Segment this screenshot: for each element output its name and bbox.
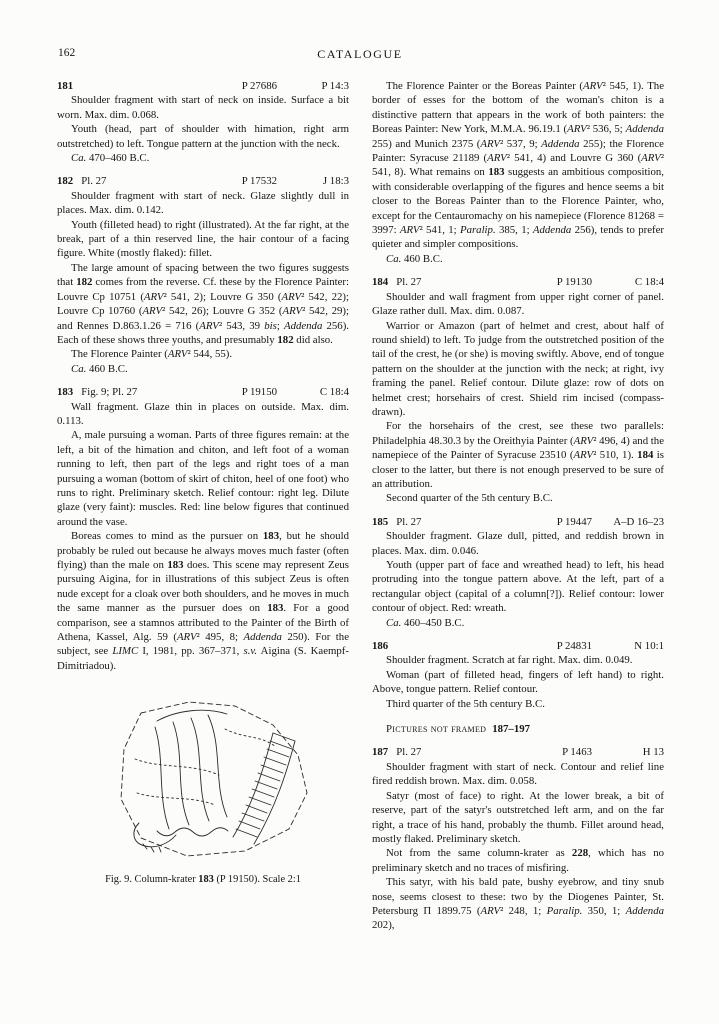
entry-paragraph: Ca. 460 B.C.: [386, 252, 443, 265]
left-column: [57, 79, 349, 886]
entry-paragraph: Ca. 470–460 B.C.: [71, 152, 150, 165]
entry-deposit-ref: H 13: [642, 746, 664, 759]
entry-paragraph: Ca. 460–450 B.C.: [386, 616, 465, 629]
entry-paragraph: Boreas comes to mind as the pursuer on 183, but he should probably be ruled out because he always moves much faster (often flying) than the male on 183 does. This scene may represent Zeus pursuing Aigina, for in illustrations of this subject Zeus is often nude except for a cloak over both shoulders, and he moves in much the same manner as the pursuer does on 183. For a good comparison, see a stamnos attributed to the Painter of the Birth of Athena, Kassel, Alg. 59 (ARV² 495, 8; Addenda 250). For the subject, see LIMC I, 1981, pp. 367–371, s.v. Aigina (S. Kaempf-Dimitriadou).: [57, 530, 349, 672]
right-column-entries: [372, 79, 664, 933]
left-column-entries: [57, 79, 349, 673]
entry-paragraph: Woman (part of filleted head, fingers of left hand) to right. Above, tongue pattern. Relief contour.: [372, 668, 664, 696]
entry-header: [57, 174, 349, 188]
fragment-sketch-drawing: [77, 697, 329, 861]
entry-header: [372, 275, 664, 289]
entry-paragraph: Ca. 460 B.C.: [71, 362, 128, 375]
drapery-fold-lines: [155, 715, 227, 829]
entry-header: [372, 639, 664, 653]
entry-paragraph: Third quarter of the 5th century B.C.: [386, 697, 545, 710]
page-header: [57, 47, 663, 63]
entry-header: [57, 79, 349, 93]
entry-plate-ref: Pl. 27: [396, 276, 422, 289]
foot-contour: [134, 823, 176, 852]
entry-paragraph: Youth (filleted head) to right (illustrated). At the far right, at the break, part of a thin reserved line, the hair contour of a facing figure. White (mostly flaked): fillet.: [57, 218, 349, 260]
entry-paragraph: A, male pursuing a woman. Parts of three figures remain: at the left, a bit of the himation and chiton, and left foot of a woman running to left, then part of the legs and right toes of a man pursuing a woman (bottom of skirt of chiton, heel of one foot) who runs to right. Preliminary sketch. Relief contour: right leg. Dilute glaze (very faint): muscles. Red: line below figures that continued around the vase.: [57, 429, 349, 528]
entry-inventory-number: P 19150: [241, 386, 277, 399]
entry-paragraph: Shoulder fragment with start of neck. Contour and relief line fired reddish brown. Max. dim. 0.058.: [372, 760, 664, 788]
entry-plate-ref: Fig. 9; Pl. 27: [81, 386, 138, 399]
entry-186: [372, 639, 664, 711]
entry-inventory-number: P 24831: [556, 640, 592, 653]
entry-number: 182: [57, 175, 74, 188]
entry-number: 184: [372, 276, 389, 289]
entry-number: 181: [57, 80, 74, 92]
entry-deposit-ref: N 10:1: [634, 640, 664, 653]
entry-183: [57, 385, 349, 673]
entry-paragraph: For the horsehairs of the crest, see these two parallels: Philadelphia 48.30.3 by the Oreithyia Painter (ARV² 496, 4) and the namepiece of the Painter of Syracuse 23510 (ARV² 510, 1). 184 is closer to the latter, but there is not enough preserved to be sure of an attribution.: [372, 420, 665, 490]
entry-184: [372, 275, 664, 506]
hatched-band-border: [233, 733, 295, 844]
entry-182: [57, 174, 349, 376]
section-heading: [372, 722, 664, 736]
entry-header: [372, 515, 664, 529]
entry-plate-ref: Pl. 27: [81, 175, 107, 188]
entry-paragraph: Warrior or Amazon (part of helmet and crest, about half of round shield) to left. To judge from the outstretched position of the tail of the crest, he (or she) is moving swiftly. Above, end of tongue pattern on the shoulder at the junction with the neck; at right, ivy framing the panel. Relief contour. Dilute glaze: row of dots on helmet crest; horsehairs of crest. Shield rim incised (compass-drawn).: [372, 319, 664, 418]
entry-header: [57, 385, 349, 399]
figure-9: [57, 697, 349, 886]
entry-paragraph: Youth (head, part of shoulder with himation, right arm outstretched) to left. Tongue pattern at the junction with the neck.: [57, 123, 349, 150]
entry-inventory-number: P 1463: [562, 746, 592, 759]
entry-paragraph: Shoulder fragment with start of neck on inside. Surface a bit worn. Max. dim. 0.068.: [57, 94, 349, 121]
entry-deposit-ref: C 18:4: [319, 386, 349, 399]
page-number: 162: [58, 47, 76, 59]
fragment-outline: [121, 702, 307, 856]
entry-continuation: [372, 79, 664, 266]
entry-paragraph: Shoulder fragment with start of neck. Glaze slightly dull in places. Max. dim. 0.142.: [57, 189, 349, 217]
hem-zigzag-line: [157, 828, 228, 836]
entry-paragraph: Not from the same column-krater as 228, which has no preliminary sketch and no traces of misfiring.: [372, 847, 665, 874]
figure-caption: Fig. 9. Column-krater 183 (P 19150). Scale 2:1: [105, 874, 301, 886]
entry-number: 183: [57, 386, 74, 399]
entry-number: 186: [372, 640, 389, 653]
entry-inventory-number: P 19130: [556, 276, 592, 289]
entry-deposit-ref: P 14:3: [321, 80, 349, 92]
entry-paragraph: The Florence Painter or the Boreas Painter (ARV² 545, 1). The border of esses for the bottom of the woman's chiton is a distinctive pattern that appears in the work of both painters: the Boreas Painter: New York, M.M.A. 96.19.1 (ARV² 536, 5; Addenda 255) and Munich 2375 (ARV² 537, 9; Addenda 255); the Florence Painter: Syracuse 21189 (ARV² 541, 4) and Louvre G 360 (ARV² 541, 8). What remains on 183 suggests an ambitious composition, with considerable overlapping of the figures and hence seems a bit closer to the Boreas Painter than to the Florence Painter, who, except for the Centauromachy on his namepiece (Florence 81268 = 3997: ARV² 541, 1; Paralip. 385, 1; Addenda 256), tends to prefer quieter and simpler compositions.: [372, 80, 665, 251]
entry-plate-ref: Pl. 27: [396, 746, 422, 759]
entry-number: 185: [372, 515, 389, 528]
right-column: [372, 79, 664, 933]
entry-185: [372, 515, 664, 630]
entry-paragraph: The Florence Painter (ARV² 544, 55).: [71, 348, 233, 361]
section-range: 187–197: [492, 723, 531, 736]
entry-deposit-ref: C 18:4: [634, 276, 664, 289]
entry-inventory-number: P 27686: [241, 80, 277, 92]
entry-paragraph: Shoulder and wall fragment from upper right corner of panel. Glaze rather dull. Max. dim. 0.087.: [372, 290, 664, 318]
entry-plate-ref: Pl. 27: [396, 515, 422, 528]
entry-paragraph: Shoulder fragment. Glaze dull, pitted, and reddish brown in places. Max. dim. 0.046.: [372, 530, 664, 557]
entry-deposit-ref: A–D 16–23: [613, 515, 664, 528]
entry-paragraph: Second quarter of the 5th century B.C.: [386, 492, 553, 505]
two-column-text-block: [57, 79, 663, 933]
entry-187: [372, 745, 664, 932]
entry-number: 187: [372, 746, 389, 759]
running-title: CATALOGUE: [317, 47, 403, 61]
entry-deposit-ref: J 18:3: [322, 175, 349, 188]
section-label: Pictures not framed: [386, 723, 487, 736]
entry-paragraph: Wall fragment. Glaze thin in places on outside. Max. dim. 0.113.: [57, 400, 349, 427]
entry-inventory-number: P 17532: [241, 175, 277, 188]
entry-paragraph: The large amount of spacing between the two figures suggests that 182 comes from the reverse. Cf. these by the Florence Painter: Louvre Cp 10751 (ARV² 541, 2); Louvre G 350 (ARV² 542, 22); Louvre Cp 10760 (ARV² 542, 26); Louvre G 352 (ARV² 542, 29); and Rennes D.863.1.26 = 716 (ARV² 543, 39 bis; Addenda 256). Each of these shows three youths, and presumably 182 did also.: [57, 261, 349, 346]
entry-inventory-number: P 19447: [556, 515, 592, 528]
entry-paragraph: Satyr (most of face) to right. At the lower break, a bit of reserve, part of the satyr's outstretched left arm, and on the far right, a trace of his hand, probably the thumb. Fillet around head, mostly flaked. Preliminary sketch.: [372, 789, 664, 845]
entry-181: [57, 79, 349, 165]
entry-header: [372, 745, 664, 759]
entry-paragraph: Shoulder fragment. Scratch at far right. Max. dim. 0.049.: [386, 654, 633, 667]
entry-paragraph: Youth (upper part of face and wreathed head) to left, his head protruding into the tongue pattern above. At the left, part of a rectangular object (capital of a column[?]). Relief contour: lower contour of object. Red: wreath.: [372, 559, 664, 615]
entry-paragraph: This satyr, with his bald pate, bushy eyebrow, and tiny snub nose, seems closest to these: two by the Diogenes Painter, St. Petersburg Π 1899.75 (ARV² 248, 1; Paralip. 350, 1; Addenda 202),: [372, 876, 664, 932]
sketch-construction-lines: [135, 729, 276, 805]
hatch-lines: [236, 733, 295, 837]
